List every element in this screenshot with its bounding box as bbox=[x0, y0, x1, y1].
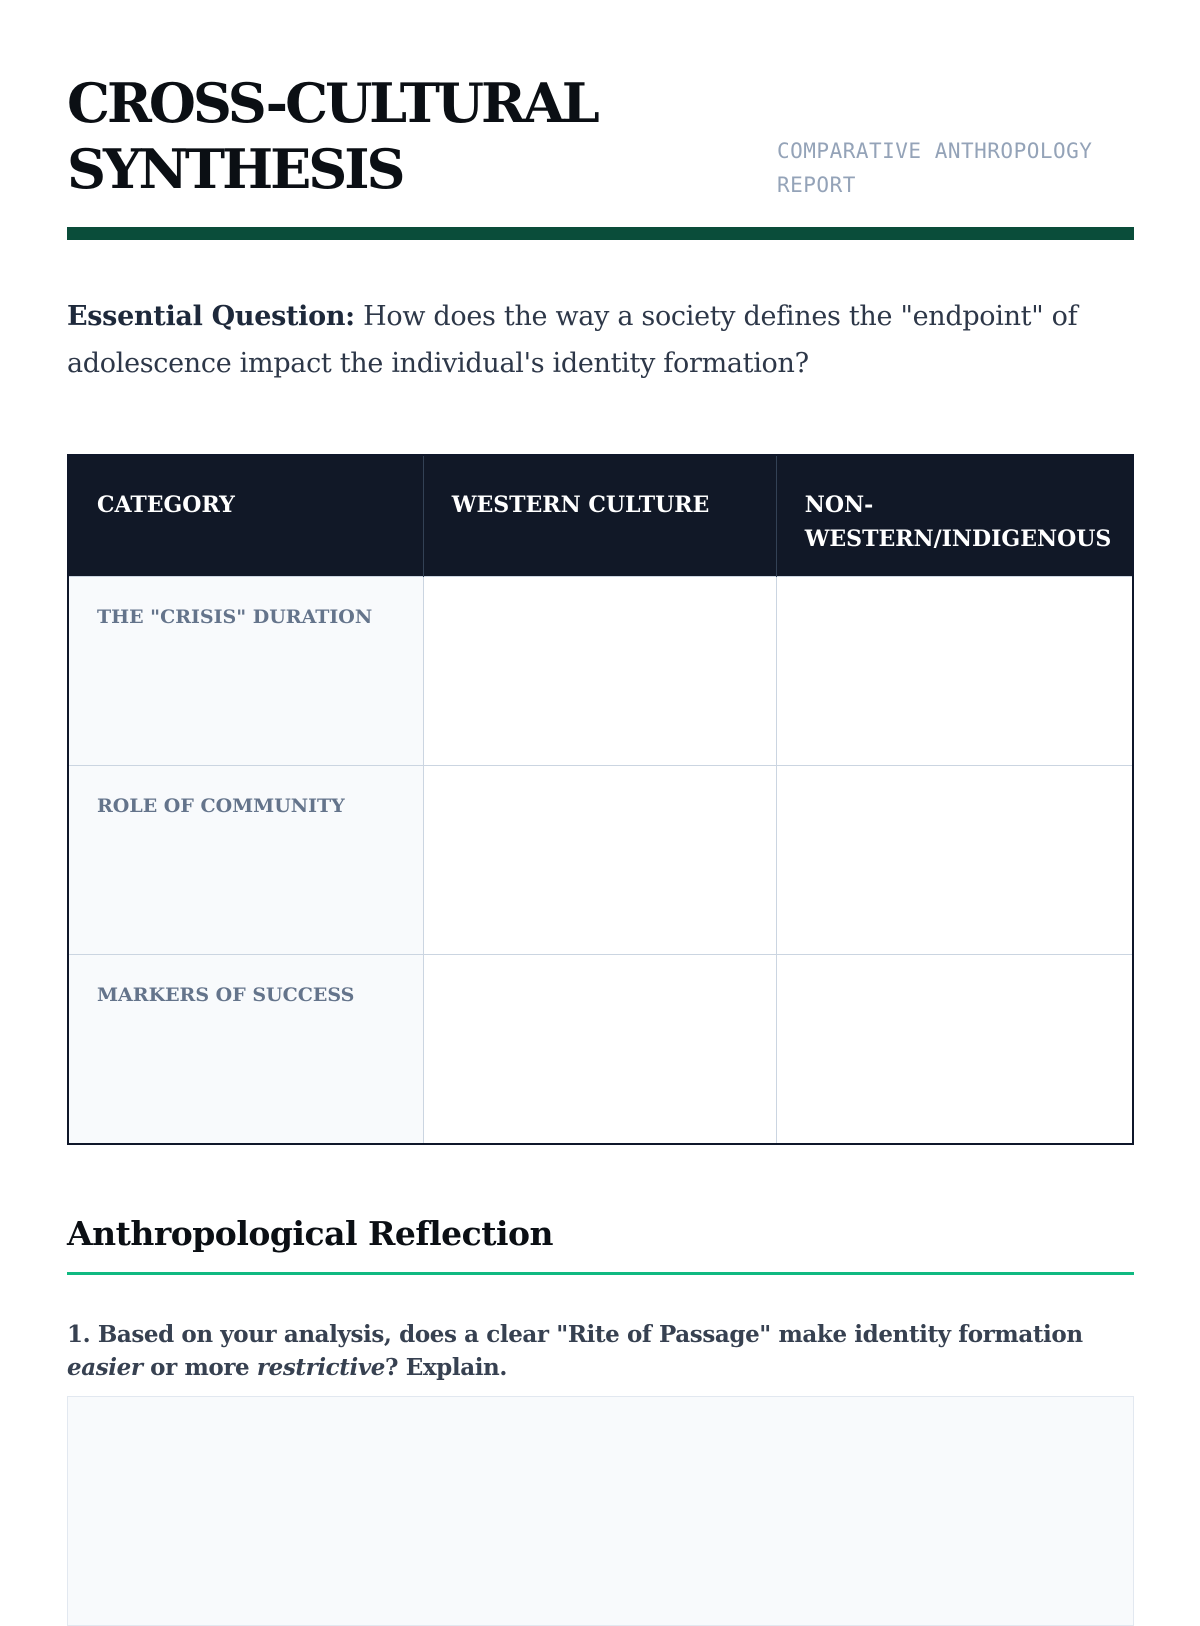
prompt-emphasis-easier: easier bbox=[67, 1354, 143, 1381]
table-row bbox=[69, 954, 1132, 1143]
prompt-text-middle: or more bbox=[142, 1354, 257, 1381]
row-category-label: THE "CRISIS" DURATION bbox=[69, 576, 423, 765]
column-header-western: WESTERN CULTURE bbox=[423, 456, 776, 576]
reflection-divider bbox=[67, 1272, 1134, 1275]
western-answer-cell[interactable] bbox=[423, 765, 776, 954]
western-answer-cell[interactable] bbox=[423, 954, 776, 1143]
western-answer-cell[interactable] bbox=[423, 576, 776, 765]
table-row bbox=[69, 576, 1132, 765]
non-western-answer-cell[interactable] bbox=[776, 954, 1132, 1143]
column-header-non-western: NON-WESTERN/INDIGENOUS bbox=[776, 456, 1132, 576]
row-category-label: ROLE OF COMMUNITY bbox=[69, 765, 423, 954]
reflection-heading: Anthropological Reflection bbox=[67, 1214, 553, 1253]
header-divider bbox=[67, 227, 1134, 240]
non-western-answer-cell[interactable] bbox=[776, 765, 1132, 954]
reflection-answer-box[interactable] bbox=[67, 1396, 1134, 1626]
prompt-emphasis-restrictive: restrictive bbox=[256, 1354, 386, 1381]
prompt-text-end: ? Explain. bbox=[385, 1354, 507, 1381]
column-header-category: CATEGORY bbox=[69, 456, 423, 576]
reflection-prompt-1 bbox=[67, 1318, 1147, 1384]
non-western-answer-cell[interactable] bbox=[776, 576, 1132, 765]
table-header-row bbox=[69, 456, 1132, 576]
row-category-label: MARKERS OF SUCCESS bbox=[69, 954, 423, 1143]
essential-question-label: Essential Question: bbox=[67, 301, 355, 332]
report-subtitle: COMPARATIVE ANTHROPOLOGY REPORT bbox=[777, 139, 1093, 197]
essential-question-text: How does the way a society defines the "endpoint" of adolescence impact the individual's identity formation? bbox=[67, 301, 1078, 379]
report-header bbox=[67, 70, 1133, 202]
page-title: CROSS-CULTURAL SYNTHESIS bbox=[67, 71, 597, 201]
comparison-table bbox=[67, 454, 1134, 1145]
essential-question bbox=[67, 293, 1147, 387]
prompt-text-start: 1. Based on your analysis, does a clear "Rite of Passage" make identity formation bbox=[67, 1321, 1083, 1348]
table-row bbox=[69, 765, 1132, 954]
